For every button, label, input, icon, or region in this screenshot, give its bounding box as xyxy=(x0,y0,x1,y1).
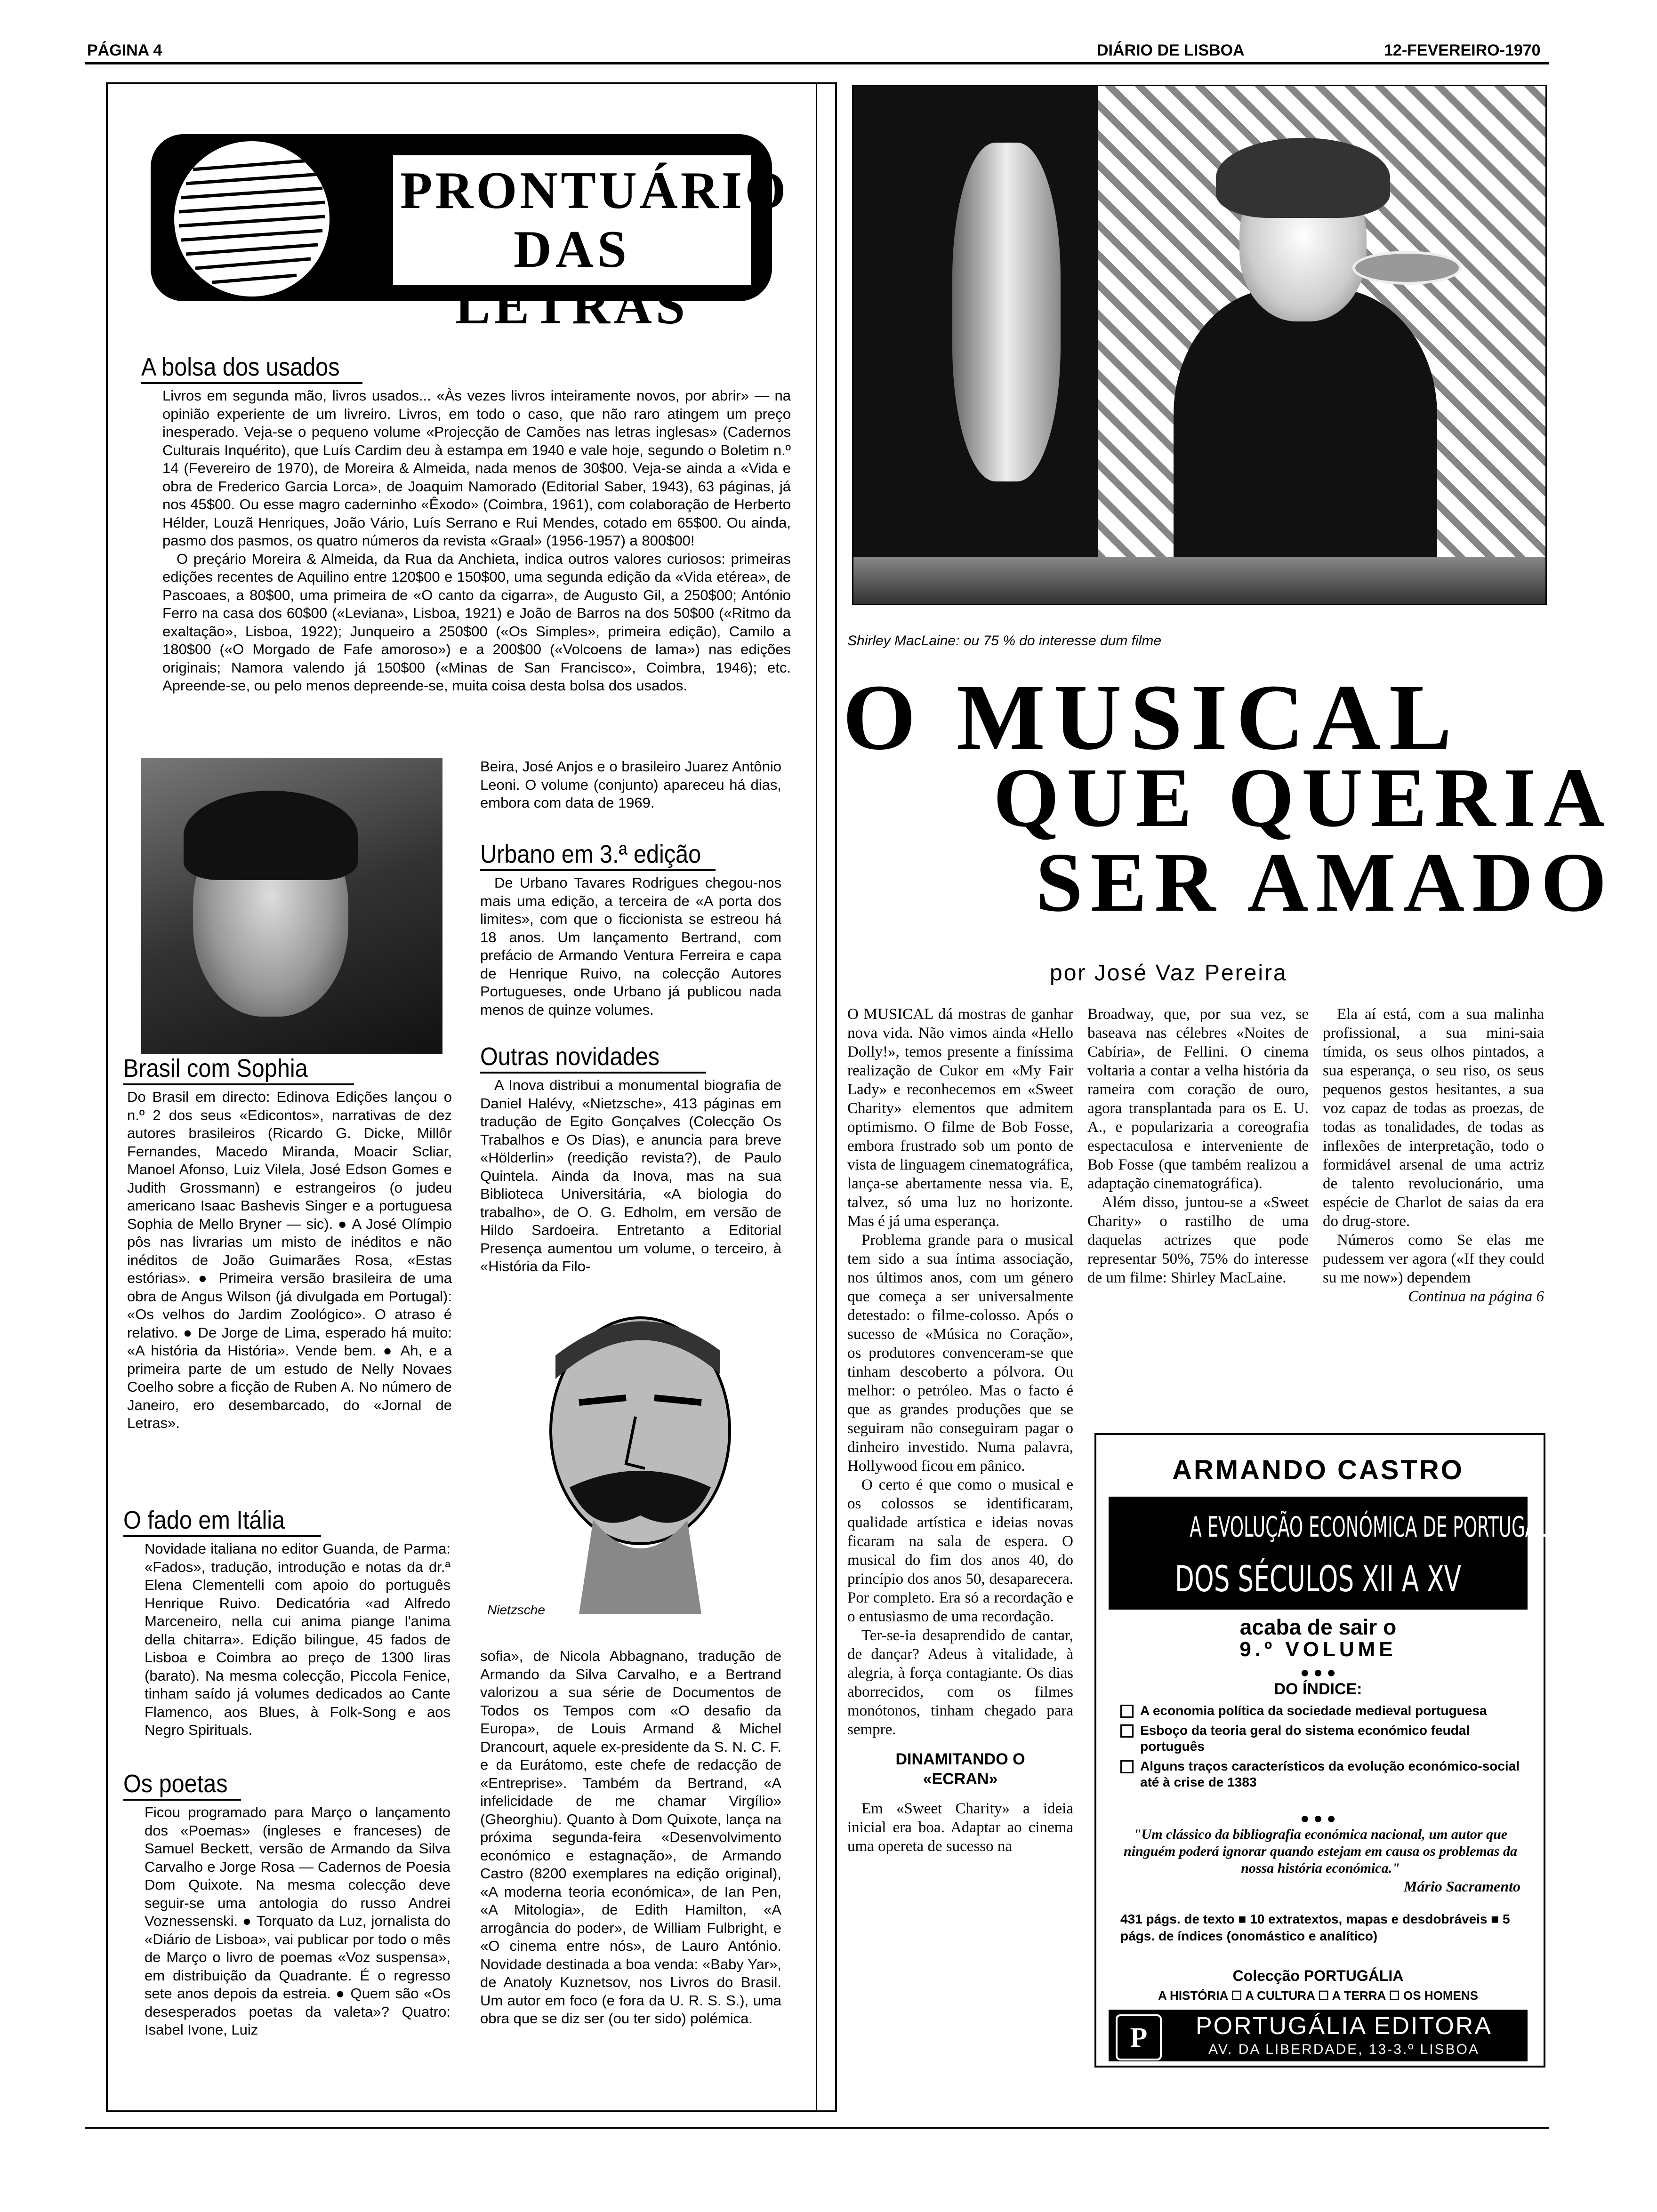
ad-quote-author: Mário Sacramento xyxy=(1403,1878,1520,1895)
photo-table xyxy=(853,557,1545,604)
issue-date: 12-FEVEREIRO-1970 xyxy=(1384,41,1541,59)
ad-acaba: acaba de sair o xyxy=(1239,1615,1397,1639)
musical-paragraph: Broadway, que, por sua vez, se baseava nas célebres «Noites de Cabíria», de Fellini. O cinema voltaria a contar a velha história da rameira com coração de ouro, agora transplantada para os E. U. A., e popularizaria a coreografia espectaculosa e interveniente de Bob Fosse (que também realizou a adaptação cinematográfica). xyxy=(1087,1006,1309,1192)
paper-name: DIÁRIO DE LISBOA xyxy=(1097,41,1245,59)
text-circle-icon xyxy=(174,141,330,297)
musical-paragraph: O MUSICAL dá mostras de ganhar nova vida. Não vimos ainda «Hello Dolly!», temos presente a finíssima realização de Cukor em «My Fair Lady» e reconhecemos em «Sweet Charity» elementos que admitem optimismo. O filme de Bob Fosse, embora frustrado sob um ponto de vista de linguagem cinematográfica, lança-se abertamente nessa via. E, talvez, só uma luz no horizonte. Mas é já uma esperança. xyxy=(847,1006,1073,1230)
header-rule xyxy=(85,62,1549,64)
headline-line3: SER AMADO xyxy=(1036,835,1615,929)
bolsa-heading-underline xyxy=(141,382,362,384)
ad-index-item xyxy=(1120,1703,1525,1719)
checkbox-icon xyxy=(1120,1724,1134,1738)
fado-heading: O fado em Itália xyxy=(123,1506,285,1534)
photo-glass xyxy=(1352,251,1462,285)
poetas-heading-underline xyxy=(123,1799,241,1801)
urbano-heading: Urbano em 3.ª edição xyxy=(480,840,701,868)
nietzsche-sketch-icon xyxy=(485,1294,777,1628)
publisher-logo-icon: P xyxy=(1116,2014,1162,2060)
ad-title-line2: DOS SÉCULOS XII A XV xyxy=(1174,1558,1462,1600)
musical-paragraph: Ela aí está, com a sua malinha profissional, a sua mini-saia tímida, os seus olhos pintados, a sua esperança, o seu riso, os seus pequenos gestos hesitantes, a sua voz capaz de todas as proezas, de todas as tonalidades, de todas as inflexões de interpretação, todo o formidável arsenal de uma actriz de talento revolucionário, uma espécie de Charlot de saias da era do drug-store. xyxy=(1323,1006,1544,1230)
logo-text-circle xyxy=(174,141,330,297)
ad-index-item-text: A economia política da sociedade medieval portuguesa xyxy=(1140,1703,1487,1718)
ad-index-item xyxy=(1120,1758,1525,1790)
fado-heading-underline xyxy=(123,1535,321,1537)
urbano-paragraph: De Urbano Tavares Rodrigues chegou-nos mais uma edição, a terceira de «A porta dos limites», com que o ficcionista se estreou há 18 anos. Um lançamento Bertrand, com prefácio de Armando Ventura Ferreira e capa de Henrique Ruivo, na colecção Autores Portugueses, onde Urbano já publicou nada menos de quinze volumes. xyxy=(480,874,781,1018)
outras-heading: Outras novidades xyxy=(480,1042,660,1071)
ad-index-item-text: Esboço da teoria geral do sistema económico feudal português xyxy=(1140,1723,1470,1754)
musical-paragraph: Além disso, juntou-se a «Sweet Charity» o rastilho de uma daquelas actrizes que pode representar 50%, 75% do interesse de um filme: Shirley MacLaine. xyxy=(1087,1194,1309,1286)
ad-index-item xyxy=(1120,1723,1525,1755)
musical-paragraph: Números como Se elas me pudessem ver agora («If they could su me now») dependem xyxy=(1323,1232,1544,1286)
beira-paragraph: Beira, José Anjos e o brasileiro Juarez Antônio Leoni. O volume (conjunto) apareceu há dias, embora com data de 1969. xyxy=(480,758,781,811)
center-divider xyxy=(816,82,817,2111)
continua-note: Continua na página 6 xyxy=(1408,1288,1544,1305)
ad-quote: "Um clássico da bibliografia económica nacional, um autor que ninguém poderá ignorar quando estejam em causa os problemas da nossa história económica." xyxy=(1124,1827,1517,1876)
headline-line1: O MUSICAL xyxy=(843,665,1461,769)
brasil-heading-underline xyxy=(123,1083,354,1085)
brasil-paragraph: Do Brasil em directo: Edinova Edições lançou o n.º 2 dos seus «Edicontos», narrativas de dez autores brasileiros (Ricardo G. Dicke, Millôr Fernandes, Macedo Miranda, Moacir Scliar, Manoel Afonso, Luiz Vilela, José Edson Gomes e Judith Grossmann) e estrangeiros (o judeu americano Isaac Bashevis Singer e a portuguesa Sophia de Mello Bryner — sic). ● A José Olímpio pôs nas livrarias um misto de inéditos e não inéditos de João Guimarães Rosa, «Estas estórias». ● Primeira versão brasileira de uma obra de Angus Wilson (já divulgada em Portugal): «Os velhos do Jardim Zoológico». O atraso é relativo. ● De Jorge de Lima, esperado há muito: «A história da História». Vende bem. ● Ah, e a primeira parte de um estudo de Nelly Novaes Coelho sobre a ficção de Ruben A. No número de Janeiro, ero desembarcado, do «Jornal de Letras». xyxy=(127,1089,452,1431)
nietzsche-illustration xyxy=(485,1294,777,1628)
musical-paragraph: Ter-se-ia desaprendido de cantar, de dançar? Adeus à vitalidade, à alegria, à força contagiante. Os dias aborrecidos, com os filmes monótonos, tinham chegado para sempre. xyxy=(847,1627,1073,1738)
checkbox-icon xyxy=(1120,1760,1134,1773)
ad-pages: 431 págs. de texto ■ 10 extratextos, mapas e desdobráveis ■ 5 págs. de índices (onomástico e analítico) xyxy=(1120,1912,1510,1943)
ad-collection: Colecção PORTUGÁLIA xyxy=(1232,1967,1404,1984)
byline: por José Vaz Pereira xyxy=(1050,961,1287,986)
outras-paragraph: A Inova distribui a monumental biografia de Daniel Halévy, «Nietzsche», 413 páginas em tradução de Egito Gonçalves (Colecção Os Trabalhos e Os Dias), e anuncia para breve «Hölderlin» (reedição revista?), de Paulo Quintela. Ainda da Inova, mas na sua Biblioteca Universitária, «A biologia do trabalho», de O. G. Edholm, em versão de Hildo Sardoeira. Entretanto a Editorial Presença aumentou um volume, o terceiro, à «História da Filo- xyxy=(480,1077,781,1274)
brasil-heading: Brasil com Sophia xyxy=(123,1054,308,1082)
page-number: PÁGINA 4 xyxy=(87,41,162,59)
ad-indice: DO ÍNDICE: xyxy=(1274,1680,1362,1698)
musical-paragraph: Em «Sweet Charity» a ideia inicial era boa. Adaptar ao cinema uma opereta de sucesso na xyxy=(847,1800,1073,1855)
footer-rule xyxy=(85,2127,1549,2129)
bolsa-paragraph: Livros em segunda mão, livros usados... «Às vezes livros inteiramente novos, por abrir» — na opinião experiente de um livreiro. Livros, em todo o caso, que não raro atingem um preço inesperado. Veja-se o pequeno volume «Projecção de Camões nas letras inglesas» (Cadernos Culturais Inquérito), que Luís Cardim deu à estampa em 1940 e vale hoje, segundo o Boletim n.º 14 (Fevereiro de 1970), de Moreira & Almeida, nada menos de 30$00. Veja-se ainda a «Vida e obra de Frederico Garcia Lorca», de Joaquim Namorado (Editorial Saber, 1943), 63 páginas, já nos 45$00. Ou esse magro caderninho «Êxodo» (Coimbra, 1961), com colaboração de Herberto Hélder, Louzã Henriques, João Vário, Luís Serrano e Rui Mendes, cotado em 65$00. Ou ainda, pasmo dos pasmos, os quatro números da revista «Graal» (1956-1957) a 800$00! xyxy=(162,387,791,549)
ad-author: ARMANDO CASTRO xyxy=(1172,1455,1464,1485)
checkbox-icon xyxy=(1120,1705,1134,1718)
urbano-heading-underline xyxy=(480,869,716,871)
publisher-name: PORTUGÁLIA EDITORA xyxy=(1195,2012,1492,2040)
sofia-paragraph: sofia», de Nicola Abbagnano, tradução de Armando da Silva Carvalho, e a Bertrand valorizou a sua série de Documentos de Todos os Tempos com «O desafio da Europa», de Louis Armand & Michel Drancourt, aquele ex-presidente da S. N. C. F. e da Eurátomo, este chefe de redacção de «Entreprise». Também da Bertrand, «A infelicidade de me chamar Virgílio» (Gheorghiu). Quanto à Dom Quixote, lança na próxima segunda-feira «Desenvolvimento económico e estagnação», de Armando Castro (8200 exemplares na edição original), «A moderna teoria económica», de Ian Pen, «A Mitologia», de Edith Hamilton, «A arrogância do poder», de William Fulbright, e «O cinema entre nós», de Lauro António. Novidade destinada a boa venda: «Baby Yar», de Anatoly Kuznetsov, nos Livros do Brasil. Um autor em foco (e fora da U. R. S. S.), uma obra que se diz ser (ou ter sido) polémica. xyxy=(480,1648,781,2027)
musical-paragraph: Problema grande para o musical tem sido a sua íntima associação, nos últimos anos, com um género que começa a ser universalmente detestado: o filme-colosso. Após o sucesso de «Música no Coração», os produtores convenceram-se que tinham descoberto a pólvora. Ou melhor: o petróleo. Mas o facto é que as grandes produções que se seguiram não conseguiram pagar o dinheiro investido. Numa palavra, Hollywood ficou em pânico. xyxy=(847,1232,1073,1475)
ad-collection-items: A HISTÓRIA ☐ A CULTURA ☐ A TERRA ☐ OS HOMENS xyxy=(1158,1988,1478,2003)
photo-vase xyxy=(952,143,1061,481)
portrait-hair xyxy=(184,791,358,880)
ad-index-item-text: Alguns traços característicos da evolução económico-social até à crise de 1383 xyxy=(1140,1759,1520,1789)
nietzsche-caption: Nietzsche xyxy=(487,1603,545,1617)
publisher-address: AV. DA LIBERDADE, 13-3.º LISBOA xyxy=(1208,2042,1480,2057)
shirley-maclaine-photo xyxy=(852,85,1547,605)
musical-paragraph: O certo é que como o musical e os colossos se identificaram, qualidade artística e ideias novas ficaram na sala de espera. O musical do fim dos anos 40, do princípio dos anos 50, desaparecera. Por completo. Era só a recordação e o entusiasmo de uma recordação. xyxy=(847,1476,1073,1625)
photo-figure-hair xyxy=(1216,138,1390,218)
ad-dots-2: ● ● ● xyxy=(1300,1810,1336,1827)
photo-caption: Shirley MacLaine: ou 75 % do interesse dum filme xyxy=(847,633,1162,649)
poetas-paragraph: Ficou programado para Março o lançamento dos «Poemas» (ingleses e franceses) de Samuel Beckett, versão de Armando da Silva Carvalho e Jorge Rosa — Cadernos de Poesia Dom Quixote. Na mesma colecção deve seguir-se uma antologia do russo Andrei Voznessenski. ● Torquato da Luz, jornalista do «Diário de Lisboa», vai publicar por todo o mês de Março o livro de poemas «Voz suspensa», em distribuição da Quadrante. É o regresso sete anos depois da estreia. ● Quem são «Os desesperados poetas da valeta»? Quatro: Isabel Ivone, Luiz xyxy=(145,1804,450,2038)
headline-line2: QUE QUERIA xyxy=(993,751,1613,844)
outras-heading-underline xyxy=(480,1072,706,1074)
fado-paragraph: Novidade italiana no editor Guanda, de Parma: «Fados», tradução, introdução e notas da dr.ª Elena Clementelli com apoio do português Henrique Ruivo. Dedicatória «ad Alfredo Marceneiro, nella cui anima piange l'anima della chitarra». Edição bilingue, 45 fados de Lisboa e Coimbra ao preço de 1300 liras (barato). Na mesma colecção, Piccola Fenice, tinham saído já volumes dedicados ao Cante Flamenco, aos Blues, à Folk-Song e aos Negro Spirituals. xyxy=(145,1540,450,1738)
dinamitando-subheading: DINAMITANDO O «ECRAN» xyxy=(895,1750,1025,1788)
bolsa-heading: A bolsa dos usados xyxy=(141,353,340,381)
logo-title-line1: PRONTUÁRIO xyxy=(400,161,789,220)
ad-title-line1: A EVOLUÇÃO ECONÓMICA DE PORTUGAL xyxy=(1190,1511,1547,1544)
bolsa-paragraph: O preçário Moreira & Almeida, da Rua da Anchieta, indica outros valores curiosos: primeiras edições recentes de Aquilino entre 120$00 e 150$00, uma segunda edição da «Vida etérea», de Pascoaes, a 80$00, uma primeira de «O canto da cigarra», de Augusto Gil, a 250$00; António Ferro na casa dos 60$00 («Leviana», Lisboa, 1921) e João de Barros na dos 50$00 («Ritmo da exaltação», Lisboa, 1922); Junqueiro a 250$00 («Os Simples», primeira edição), Camilo a 180$00 («O Morgado de Fafe amoroso») e a 200$00 («Volcoens de lama») nas edições originais; Namora valendo já 150$00 («Minas de San Francisco», Coimbra, 1946); etc. Apreende-se, ou pelo menos depreende-se, muita coisa desta bolsa dos usados. xyxy=(162,550,791,694)
ad-volume: 9.º VOLUME xyxy=(1239,1638,1397,1661)
sophia-portrait-photo xyxy=(141,758,442,1054)
poetas-heading: Os poetas xyxy=(123,1770,228,1798)
ad-dots-1: ● ● ● xyxy=(1300,1664,1336,1681)
logo-title-line2: DAS LETRAS xyxy=(455,220,689,335)
